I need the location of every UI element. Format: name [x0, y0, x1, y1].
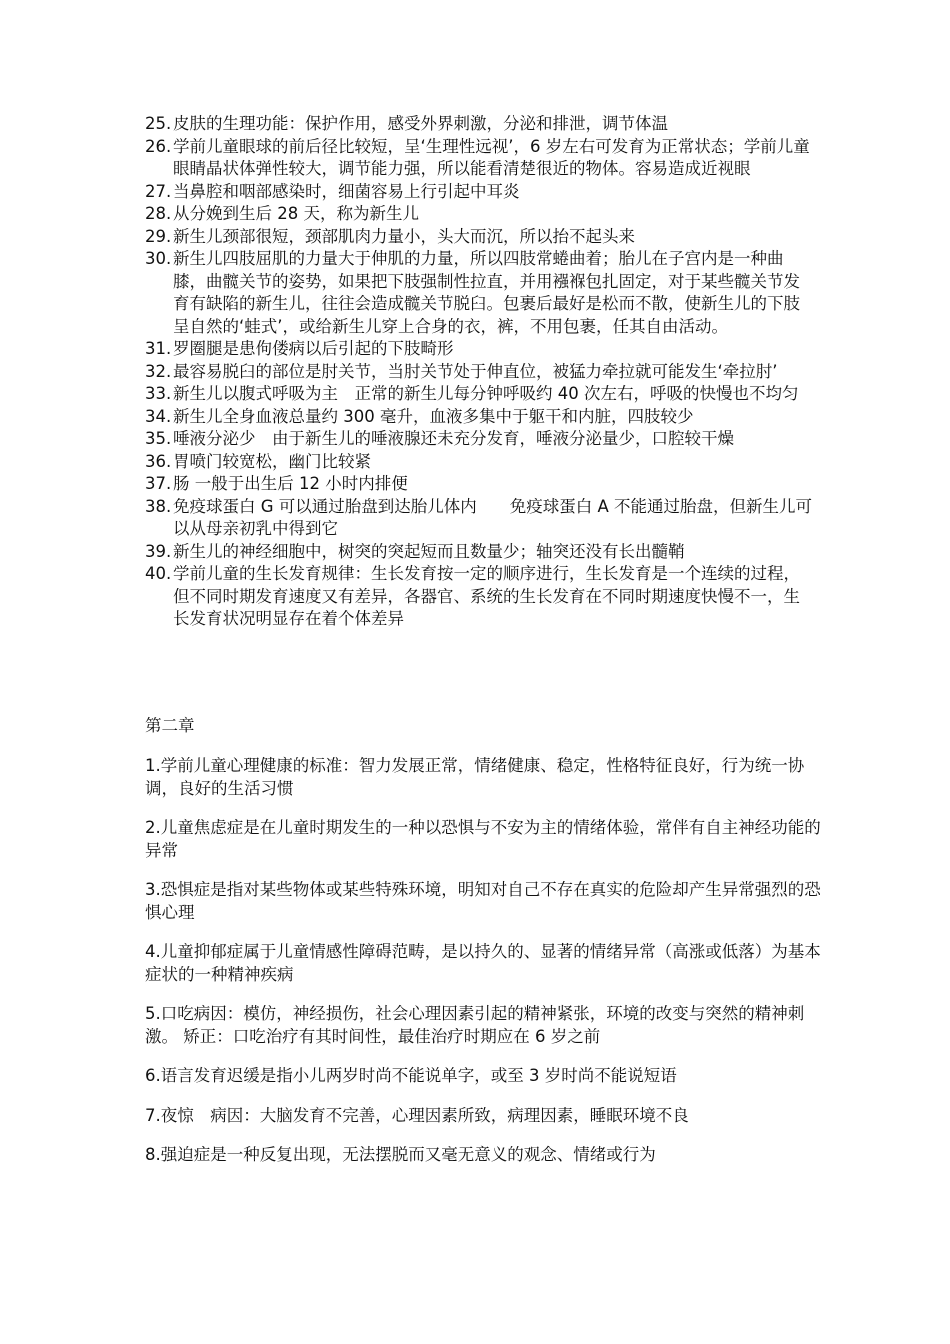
- item-text: 罗圈腿是患佝偻病以后引起的下肢畸形: [173, 339, 454, 358]
- item-text: 皮肤的生理功能：保护作用，感受外界刺激，分泌和排泄，调节体温: [173, 114, 668, 133]
- list-item: [145, 541, 815, 564]
- paragraph: 3.恐惧症是指对某些物体或某些特殊环境，明知对自己不存在真实的危险却产生异常强烈的恐惧心理: [145, 880, 821, 922]
- item-number: 37.: [145, 474, 172, 493]
- item-number: 25.: [145, 114, 172, 133]
- list-item: [145, 226, 815, 249]
- item-text: 新生儿全身血液总量约 300 毫升，血液多集中于躯干和内脏，四肢较少: [173, 406, 694, 426]
- item-number: 36.: [145, 451, 172, 471]
- list-item: [145, 136, 815, 181]
- paragraph: 8.强迫症是一种反复出现，无法摆脱而又毫无意义的观念、情绪或行为: [145, 1145, 656, 1164]
- item-text: 胃喷门较宽松，幽门比较紧: [173, 451, 371, 471]
- item-number: 38.: [145, 496, 172, 516]
- item-number: 27.: [145, 181, 172, 201]
- list-item: [145, 361, 815, 384]
- item-number: 26.: [145, 136, 172, 156]
- item-number: 34.: [145, 406, 172, 426]
- list-item: [145, 203, 815, 226]
- paragraph: 5.口吃病因：模仿，神经损伤，社会心理因素引起的精神紧张，环境的改变与突然的精神刺激。 矫正：口吃治疗有其时间性，最佳治疗时期应在 6 岁之前: [145, 1004, 805, 1046]
- item-text: 新生儿四肢屈肌的力量大于伸肌的力量，所以四肢常蜷曲着；胎儿在子宫内是一种曲膝，曲髋关节的姿势，如果把下肢强制性拉直，并用襁褓包扎固定，对于某些髋关节发育有缺陷的新生儿，往往会造成髋关节脱臼。包裹后最好是松而不散，使新生儿的下肢呈自然的‘蛙式’，或给新生儿穿上合身的衣，裤，不用包裹，任其自由活动。: [173, 249, 800, 336]
- paragraph: 6.语言发育迟缓是指小儿两岁时尚不能说单字，或至 3 岁时尚不能说短语: [145, 1066, 677, 1085]
- item-number: 30.: [145, 249, 172, 268]
- item-text: 新生儿的神经细胞中，树突的突起短而且数量少；轴突还没有长出髓鞘: [173, 541, 685, 561]
- list-item: [145, 451, 815, 474]
- item-text: 新生儿以腹式呼吸为主 正常的新生儿每分钟呼吸约 40 次左右，呼吸的快慢也不均匀: [173, 384, 799, 403]
- item-number: 35.: [145, 429, 172, 448]
- item-number: 28.: [145, 204, 172, 223]
- chapter-heading: 第二章: [145, 716, 195, 735]
- item-text: 肠 一般于出生后 12 小时内排便: [173, 474, 408, 493]
- list-item: [145, 428, 815, 451]
- item-text: 学前儿童眼球的前后径比较短，呈‘生理性远视’，6 岁左右可发育为正常状态；学前儿童眼睛晶状体弹性较大，调节能力强，所以能看清楚很近的物体。容易造成近视眼: [173, 136, 810, 178]
- item-text: 学前儿童的生长发育规律：生长发育按一定的顺序进行，生长发育是一个连续的过程，但不同时期发育速度又有差异，各器官、系统的生长发育在不同时期速度快慢不一，生长发育状况明显存在着个体差异: [173, 564, 800, 628]
- item-text: 当鼻腔和咽部感染时，细菌容易上行引起中耳炎: [173, 181, 520, 201]
- list-item: [145, 473, 815, 496]
- paragraph: 7.夜惊 病因：大脑发育不完善，心理因素所致，病理因素，睡眠环境不良: [145, 1105, 689, 1125]
- item-number: 39.: [145, 541, 172, 561]
- paragraph: 2.儿童焦虑症是在儿童时期发生的一种以恐惧与不安为主的情绪体验，常伴有自主神经功能的异常: [145, 818, 821, 860]
- list-item: [145, 563, 815, 631]
- item-number: 33.: [145, 384, 172, 403]
- item-text: 最容易脱臼的部位是肘关节，当肘关节处于伸直位，被猛力牵拉就可能发生‘牵拉肘’: [173, 361, 778, 381]
- list-item: [145, 406, 815, 429]
- item-text: 免疫球蛋白 G 可以通过胎盘到达胎儿体内 免疫球蛋白 A 不能通过胎盘，但新生儿可以从母亲初乳中得到它: [173, 496, 813, 538]
- list-item: [145, 248, 815, 338]
- chapter2-list: [145, 755, 825, 1184]
- paragraph: 4.儿童抑郁症属于儿童情感性障碍范畴，是以持久的、显著的情绪异常（高涨或低落）为基本症状的一种精神疾病: [145, 942, 821, 984]
- list-item: [145, 338, 815, 361]
- item-number: 29.: [145, 226, 172, 246]
- item-text: 唾液分泌少 由于新生儿的唾液腺还未充分发育，唾液分泌量少，口腔较干燥: [173, 429, 734, 448]
- item-number: 40.: [145, 564, 172, 583]
- item-number: 31.: [145, 339, 172, 358]
- list-item: [145, 181, 815, 204]
- chapter1-list: [145, 113, 815, 631]
- item-number: 32.: [145, 361, 172, 381]
- list-item: [145, 496, 815, 541]
- paragraph: 1.学前儿童心理健康的标准：智力发展正常，情绪健康、稳定，性格特征良好，行为统一协调，良好的生活习惯: [145, 756, 805, 798]
- item-text: 从分娩到生后 28 天，称为新生儿: [173, 204, 419, 223]
- list-item: [145, 113, 815, 136]
- item-text: 新生儿颈部很短，颈部肌肉力量小，头大而沉，所以抬不起头来: [173, 226, 635, 246]
- list-item: [145, 383, 815, 406]
